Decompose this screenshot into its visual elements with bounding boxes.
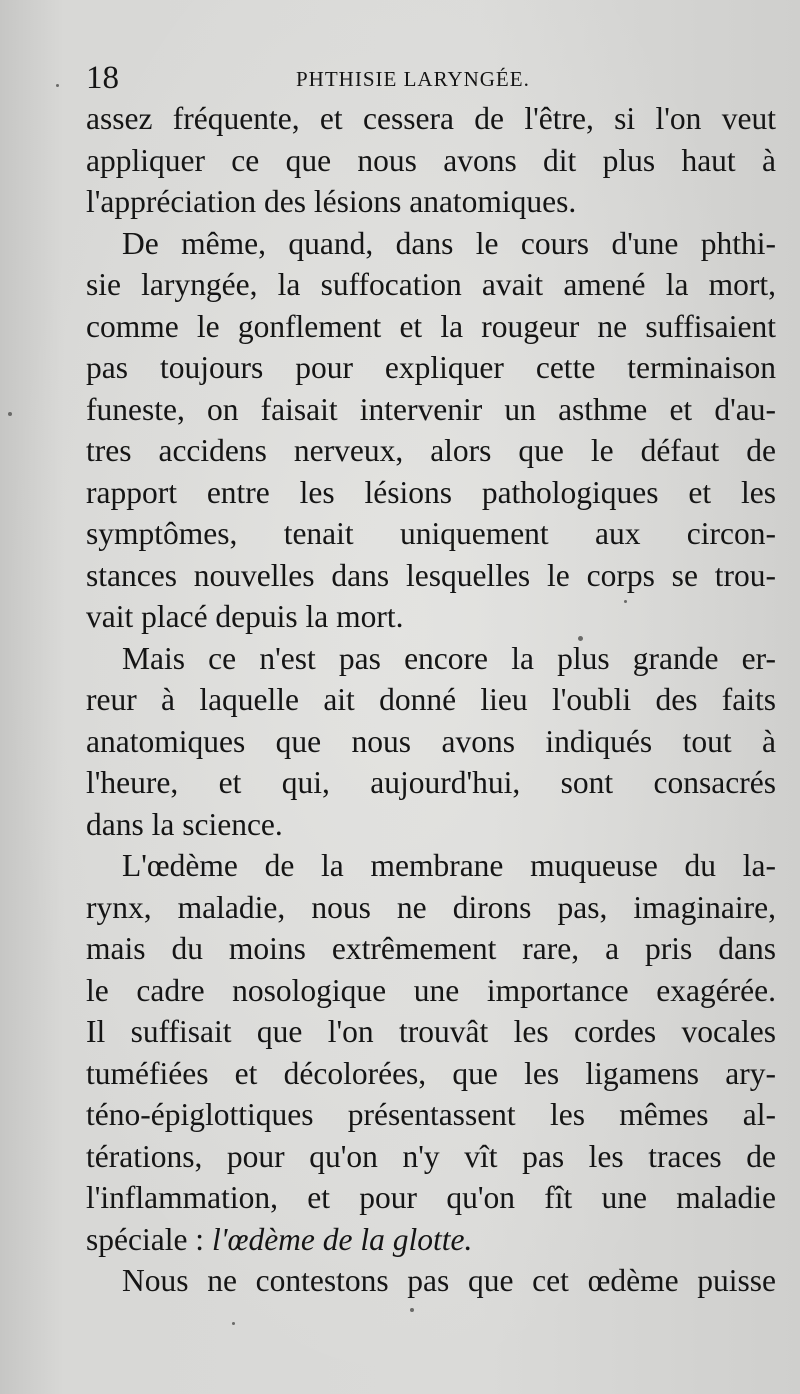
text-line: comme le gonflement et la rougeur ne suffisaient [86,308,776,344]
text-line: rynx, maladie, nous ne dirons pas, imaginaire, [86,889,776,925]
text-segment: spéciale : [86,1221,212,1257]
text-line: tres accidens nerveux, alors que le défaut de [86,433,776,468]
text-line: téno-épiglottiques présentassent les mêmes al- [86,1097,776,1132]
text-line: appliquer ce que nous avons dit plus haut à [86,142,776,178]
paper-speck [8,412,12,416]
text-line: anatomiques que nous avons indiqués tout à [86,723,776,759]
text-line: tuméfiées et décolorées, que les ligamens ary- [86,1055,776,1091]
text-line: l'inflammation, et pour qu'on fît une maladie [86,1180,776,1215]
paper-speck [56,84,59,87]
page-number: 18 [86,60,119,96]
paper-speck [410,1308,414,1312]
text-line: vait placé depuis la mort. [86,599,404,634]
text-line: stances nouvelles dans lesquelles le corps se trou- [86,557,776,593]
text-line: De même, quand, dans le cours d'une phthi- [122,225,776,261]
text-line: funeste, on faisait intervenir un asthme et d'au- [86,391,776,427]
running-head: PHTHISIE LARYNGÉE. [296,67,530,91]
text-line: L'œdème de la membrane muqueuse du la- [122,848,776,883]
text-line: pas toujours pour expliquer cette terminaison [86,350,776,385]
paper-speck [232,1322,235,1325]
text-line: symptômes, tenait uniquement aux circon- [86,516,776,551]
text-line: assez fréquente, et cessera de l'être, si l'on veut [86,101,776,136]
text-line: térations, pour qu'on n'y vît pas les traces de [86,1138,776,1174]
text-line: dans la science. [86,806,283,842]
text-line: Nous ne contestons pas que cet œdème puisse [122,1263,776,1298]
text-line: Mais ce n'est pas encore la plus grande er- [122,640,776,676]
paper-speck [624,600,627,603]
italic-term: l'œdème de la glotte. [211,1221,473,1257]
body-text [86,98,776,1302]
page-header [86,58,726,98]
paper-speck [578,636,583,641]
text-line: sie laryngée, la suffocation avait amené la mort, [86,267,776,302]
text-line: rapport entre les lésions pathologiques et les [86,474,776,510]
text-line: l'heure, et qui, aujourd'hui, sont consacrés [86,765,776,800]
text-line [86,1219,776,1261]
text-line: Il suffisait que l'on trouvât les cordes vocales [86,1014,776,1049]
text-line: le cadre nosologique une importance exagérée. [86,972,776,1008]
text-line: reur à laquelle ait donné lieu l'oubli des faits [86,682,776,717]
text-line: mais du moins extrêmement rare, a pris dans [86,931,776,966]
text-line: l'appréciation des lésions anatomiques. [86,184,577,219]
